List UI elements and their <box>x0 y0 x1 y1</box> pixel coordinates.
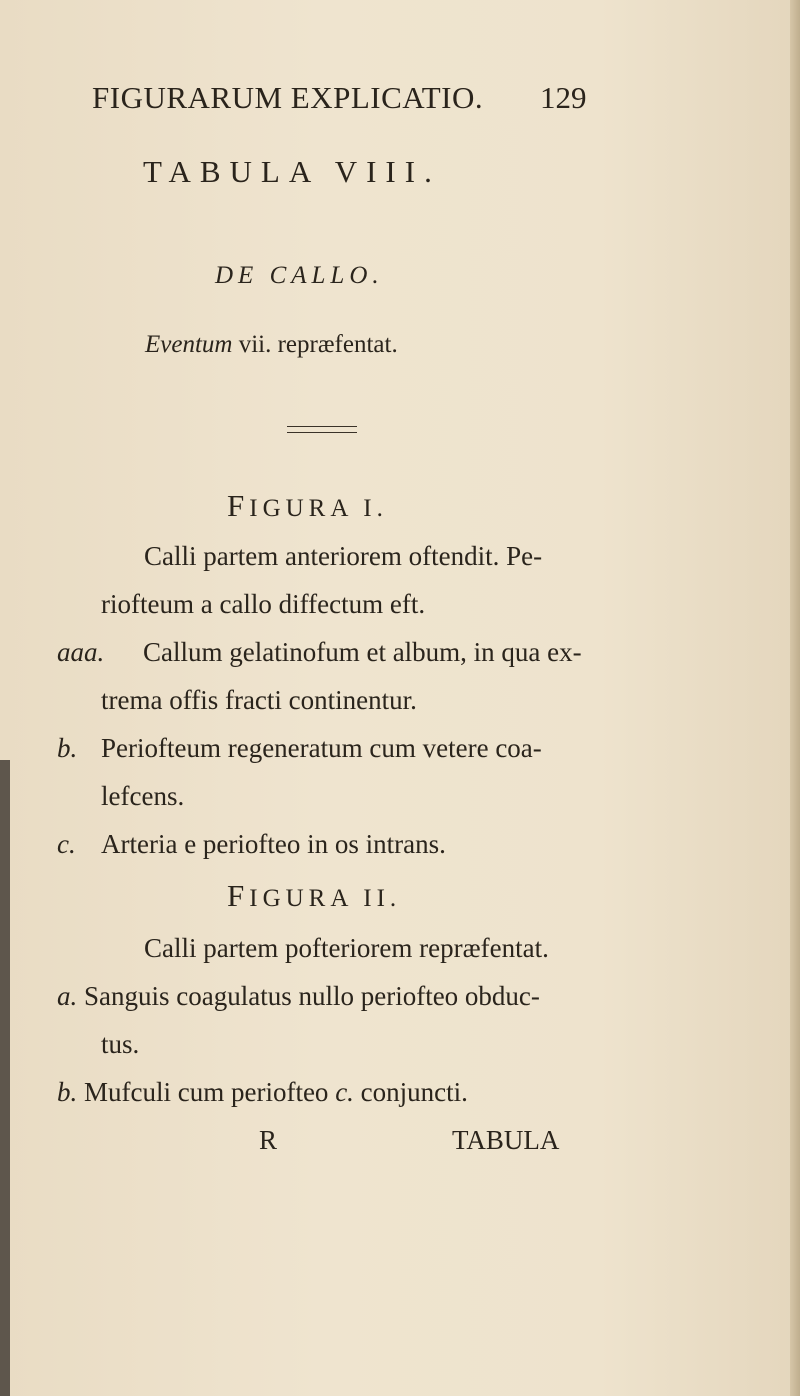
catchword: TABULA <box>452 1125 560 1155</box>
item-text: Sanguis coagulatus nullo periofteo obduc- <box>84 981 540 1011</box>
running-header: FIGURARUM EXPLICATIO. <box>92 80 484 115</box>
item-line <box>57 1077 468 1108</box>
eventum-rest: vii. repræfentat. <box>232 331 398 358</box>
tabula-title: TABULA VIII. <box>143 154 441 189</box>
figura-1-intro-line-1: Calli partem anteriorem oftendit. Pe- <box>144 541 543 571</box>
item-label: c. <box>57 829 76 859</box>
page-binding-shadow <box>0 760 10 1396</box>
figura-2-intro: Calli partem pofteriorem repræfentat. <box>144 933 549 963</box>
right-page-edge <box>790 0 800 1396</box>
eventum-line <box>145 331 398 359</box>
item-text-continued: lefcens. <box>101 781 185 811</box>
inline-label: c. <box>335 1077 354 1107</box>
signature-mark: R <box>259 1125 278 1155</box>
figura-2-initial: F <box>227 878 250 913</box>
figura-2-heading <box>227 878 401 914</box>
item-text: Mufculi cum periofteo <box>77 1077 336 1107</box>
double-rule-bottom <box>287 432 357 433</box>
item-text-continued: trema offis fracti continentur. <box>101 685 417 715</box>
item-text: Arteria e periofteo in os intrans. <box>101 829 446 859</box>
item-text: Periofteum regeneratum cum vetere coa- <box>101 733 542 763</box>
item-label: b. <box>57 1077 78 1107</box>
item-label: b. <box>57 733 78 763</box>
eventum-italic: Eventum <box>145 331 233 358</box>
figura-1-heading-rest: IGURA I. <box>249 495 388 522</box>
figura-2-heading-rest: IGURA II. <box>249 885 402 912</box>
item-label: aaa. <box>57 637 105 667</box>
section-subtitle: DE CALLO. <box>215 262 384 289</box>
item-text-end: conjuncti. <box>353 1077 468 1107</box>
double-rule-top <box>287 426 357 427</box>
figura-1-initial: F <box>227 488 250 523</box>
page-number: 129 <box>540 80 587 115</box>
figura-1-intro-line-2: riofteum a callo diffectum eft. <box>101 589 426 619</box>
item-text: Callum gelatinofum et album, in qua ex- <box>143 637 582 667</box>
item-label: a. <box>57 981 78 1011</box>
figura-1-heading <box>227 488 388 524</box>
item-text-continued: tus. <box>101 1029 140 1059</box>
